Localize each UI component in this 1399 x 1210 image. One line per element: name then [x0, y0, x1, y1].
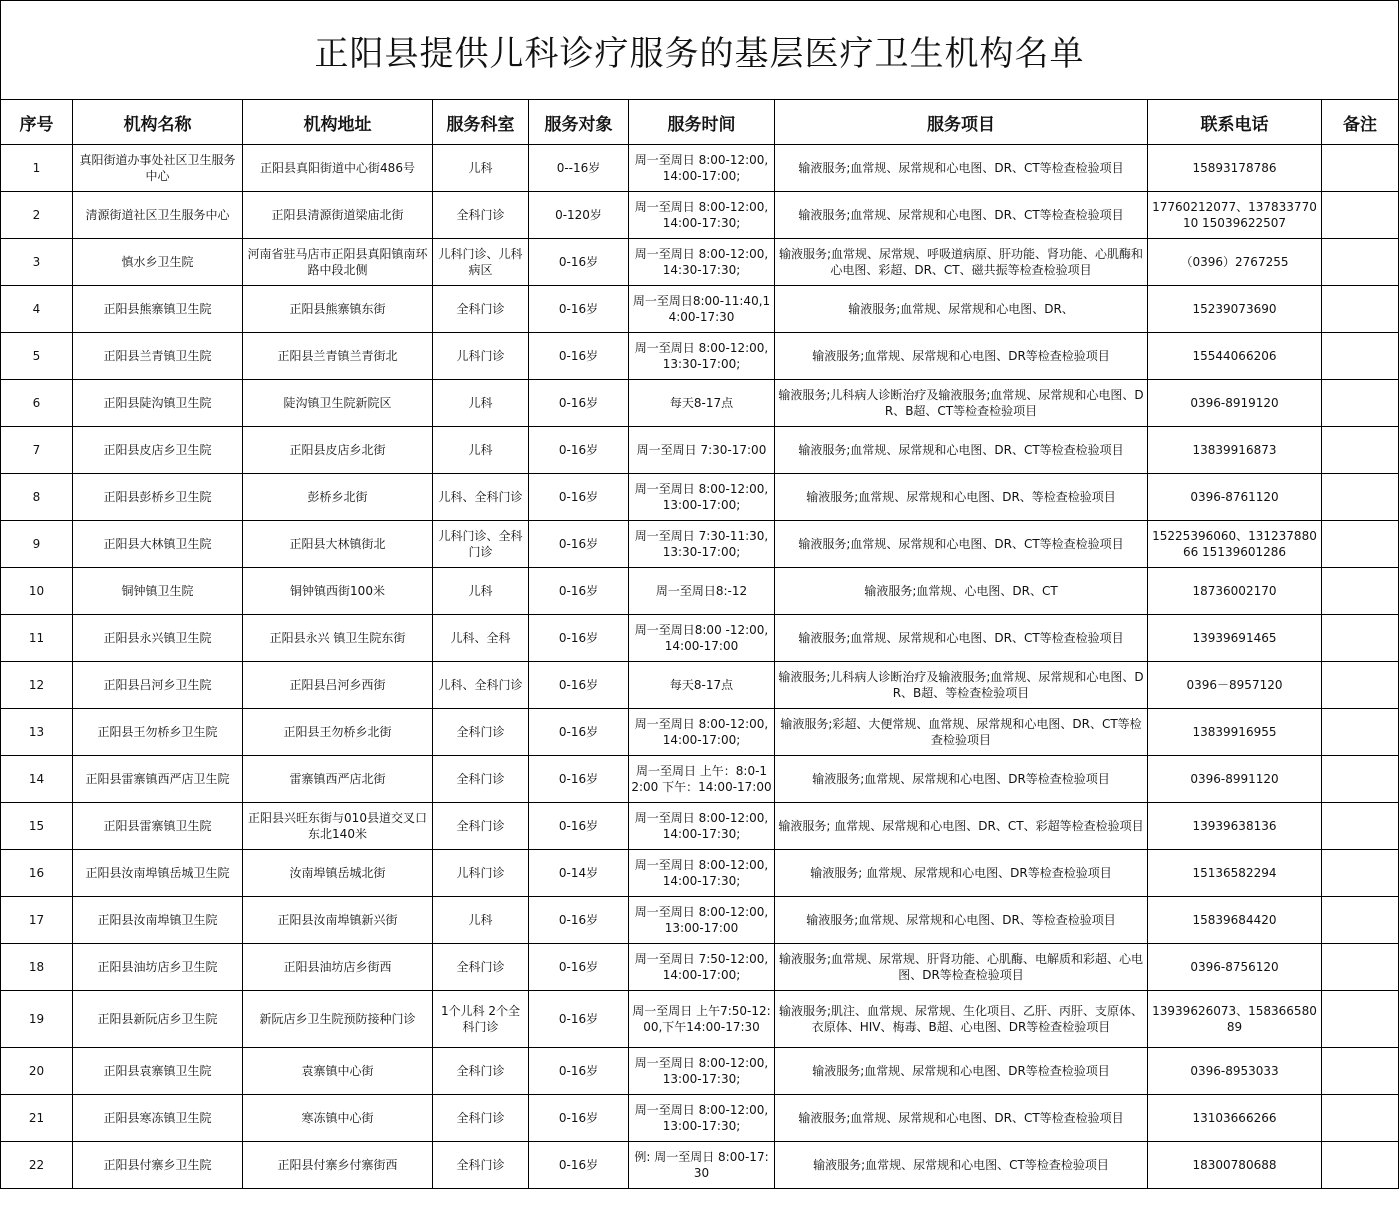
cell-phone: 13939638136: [1148, 803, 1322, 850]
cell-department: 1个儿科 2个全科门诊: [433, 991, 529, 1048]
cell-items: 输液服务;血常规、尿常规和心电图、DR等检查检验项目: [775, 756, 1148, 803]
cell-department: 儿科: [433, 145, 529, 192]
cell-address: 新阮店乡卫生院预防接种门诊: [243, 991, 433, 1048]
table-row: [1, 1048, 1399, 1095]
cell-time: 周一至周日 8:00-12:00,14:30-17:30;: [629, 239, 775, 286]
cell-no: 5: [1, 333, 73, 380]
cell-note: [1322, 427, 1399, 474]
cell-phone: 0396-8756120: [1148, 944, 1322, 991]
cell-note: [1322, 803, 1399, 850]
cell-name: 正阳县兰青镇卫生院: [73, 333, 243, 380]
cell-no: 13: [1, 709, 73, 756]
cell-name: 正阳县汝南埠镇卫生院: [73, 897, 243, 944]
cell-address: 正阳县付寨乡付寨街西: [243, 1142, 433, 1189]
cell-phone: 15544066206: [1148, 333, 1322, 380]
cell-target: 0--16岁: [529, 145, 629, 192]
cell-items: 输液服务;血常规、尿常规和心电图、DR、CT等检查检验项目: [775, 615, 1148, 662]
cell-name: 正阳县新阮店乡卫生院: [73, 991, 243, 1048]
table-row: [1, 1095, 1399, 1142]
cell-address: 雷寨镇西严店北街: [243, 756, 433, 803]
cell-name: 正阳县油坊店乡卫生院: [73, 944, 243, 991]
cell-name: 正阳县雷寨镇卫生院: [73, 803, 243, 850]
cell-department: 儿科: [433, 380, 529, 427]
cell-department: 全科门诊: [433, 286, 529, 333]
cell-department: 儿科门诊、儿科病区: [433, 239, 529, 286]
header-phone: 联系电话: [1148, 100, 1322, 145]
cell-time: 周一至周日8:00 -12:00,14:00-17:00: [629, 615, 775, 662]
cell-target: 0-16岁: [529, 427, 629, 474]
cell-department: 全科门诊: [433, 709, 529, 756]
cell-note: [1322, 944, 1399, 991]
cell-no: 18: [1, 944, 73, 991]
cell-name: 正阳县雷寨镇西严店卫生院: [73, 756, 243, 803]
cell-name: 清源街道社区卫生服务中心: [73, 192, 243, 239]
header-items: 服务项目: [775, 100, 1148, 145]
cell-time: 周一至周日 8:00-12:00,14:00-17:30;: [629, 192, 775, 239]
cell-phone: 0396－8957120: [1148, 662, 1322, 709]
cell-phone: 13839916873: [1148, 427, 1322, 474]
cell-department: 全科门诊: [433, 756, 529, 803]
cell-target: 0-16岁: [529, 521, 629, 568]
cell-name: 正阳县皮店乡卫生院: [73, 427, 243, 474]
cell-name: 正阳县汝南埠镇岳城卫生院: [73, 850, 243, 897]
cell-phone: 18300780688: [1148, 1142, 1322, 1189]
cell-department: 全科门诊: [433, 1048, 529, 1095]
table-row: [1, 380, 1399, 427]
cell-name: 真阳街道办事处社区卫生服务中心: [73, 145, 243, 192]
table-row: [1, 803, 1399, 850]
table-row: [1, 474, 1399, 521]
table-row: [1, 944, 1399, 991]
cell-name: 正阳县陡沟镇卫生院: [73, 380, 243, 427]
cell-target: 0-16岁: [529, 568, 629, 615]
cell-items: 输液服务;彩超、大便常规、血常规、尿常规和心电图、DR、CT等检查检验项目: [775, 709, 1148, 756]
cell-note: [1322, 521, 1399, 568]
cell-no: 19: [1, 991, 73, 1048]
cell-items: 输液服务;肌注、血常规、尿常规、生化项目、乙肝、丙肝、支原体、衣原体、HIV、梅毒、B超、心电图、DR等检查检验项目: [775, 991, 1148, 1048]
cell-name: 铜钟镇卫生院: [73, 568, 243, 615]
cell-address: 正阳县兴旺东街与010县道交叉口东北140米: [243, 803, 433, 850]
cell-items: 输液服务;血常规、尿常规和心电图、DR等检查检验项目: [775, 333, 1148, 380]
cell-time: 周一至周日 8:00-12:00,13:00-17:30;: [629, 1095, 775, 1142]
cell-items: 输液服务;血常规、心电图、DR、CT: [775, 568, 1148, 615]
cell-target: 0-16岁: [529, 662, 629, 709]
cell-items: 输液服务;儿科病人诊断治疗及输液服务;血常规、尿常规和心电图、DR、B超、CT等检查检验项目: [775, 380, 1148, 427]
cell-address: 正阳县吕河乡西街: [243, 662, 433, 709]
cell-note: [1322, 850, 1399, 897]
cell-address: 彭桥乡北街: [243, 474, 433, 521]
cell-time: 周一至周日 7:30-17:00: [629, 427, 775, 474]
cell-phone: 0396-8919120: [1148, 380, 1322, 427]
cell-address: 正阳县清源街道梁庙北街: [243, 192, 433, 239]
cell-no: 20: [1, 1048, 73, 1095]
cell-name: 正阳县付寨乡卫生院: [73, 1142, 243, 1189]
table-row: [1, 615, 1399, 662]
header-time: 服务时间: [629, 100, 775, 145]
cell-note: [1322, 380, 1399, 427]
header-name: 机构名称: [73, 100, 243, 145]
table-row: [1, 897, 1399, 944]
cell-no: 6: [1, 380, 73, 427]
cell-phone: 13939626073、15836658089: [1148, 991, 1322, 1048]
cell-time: 周一至周日 8:00-12:00,13:00-17:00: [629, 897, 775, 944]
cell-time: 周一至周日 上午：8:0-12:00 下午：14:00-17:00: [629, 756, 775, 803]
cell-address: 正阳县汝南埠镇新兴街: [243, 897, 433, 944]
cell-time: 每天8-17点: [629, 662, 775, 709]
cell-phone: 15225396060、13123788066 15139601286: [1148, 521, 1322, 568]
cell-time: 周一至周日 7:30-11:30,13:30-17:00;: [629, 521, 775, 568]
cell-address: 铜钟镇西街100米: [243, 568, 433, 615]
cell-items: 输液服务;血常规、尿常规和心电图、DR、CT等检查检验项目: [775, 145, 1148, 192]
cell-target: 0-120岁: [529, 192, 629, 239]
cell-target: 0-16岁: [529, 615, 629, 662]
cell-target: 0-16岁: [529, 380, 629, 427]
cell-name: 正阳县熊寨镇卫生院: [73, 286, 243, 333]
cell-note: [1322, 1095, 1399, 1142]
cell-no: 7: [1, 427, 73, 474]
table-row: [1, 662, 1399, 709]
cell-time: 周一至周日 7:50-12:00,14:00-17:00;: [629, 944, 775, 991]
cell-department: 儿科、全科: [433, 615, 529, 662]
header-row: [1, 100, 1399, 145]
cell-department: 全科门诊: [433, 1095, 529, 1142]
cell-time: 周一至周日8:-12: [629, 568, 775, 615]
cell-name: 正阳县永兴镇卫生院: [73, 615, 243, 662]
cell-phone: 13839916955: [1148, 709, 1322, 756]
cell-items: 输液服务;血常规、尿常规、肝肾功能、心肌酶、电解质和彩超、心电图、DR等检查检验项目: [775, 944, 1148, 991]
cell-items: 输液服务;血常规、尿常规和心电图、CT等检查检验项目: [775, 1142, 1148, 1189]
cell-address: 正阳县熊寨镇东街: [243, 286, 433, 333]
cell-note: [1322, 662, 1399, 709]
cell-no: 14: [1, 756, 73, 803]
cell-no: 10: [1, 568, 73, 615]
cell-note: [1322, 709, 1399, 756]
cell-items: 输液服务;血常规、尿常规和心电图、DR、CT等检查检验项目: [775, 192, 1148, 239]
cell-target: 0-16岁: [529, 709, 629, 756]
cell-note: [1322, 192, 1399, 239]
cell-address: 寒冻镇中心街: [243, 1095, 433, 1142]
table-row: [1, 521, 1399, 568]
cell-no: 15: [1, 803, 73, 850]
cell-note: [1322, 615, 1399, 662]
cell-address: 正阳县真阳街道中心街486号: [243, 145, 433, 192]
cell-items: 输液服务;血常规、尿常规和心电图、DR、CT等检查检验项目: [775, 1095, 1148, 1142]
table-row: [1, 1142, 1399, 1189]
cell-phone: 13939691465: [1148, 615, 1322, 662]
cell-address: 河南省驻马店市正阳县真阳镇南环路中段北侧: [243, 239, 433, 286]
table-row: [1, 333, 1399, 380]
cell-department: 儿科: [433, 427, 529, 474]
table-row: [1, 568, 1399, 615]
cell-time: 周一至周日 上午7:50-12:00,下午14:00-17:30: [629, 991, 775, 1048]
cell-department: 全科门诊: [433, 803, 529, 850]
cell-no: 11: [1, 615, 73, 662]
cell-items: 输液服务;血常规、尿常规和心电图、DR、: [775, 286, 1148, 333]
cell-note: [1322, 1048, 1399, 1095]
cell-phone: 0396-8953033: [1148, 1048, 1322, 1095]
cell-items: 输液服务; 血常规、尿常规和心电图、DR等检查检验项目: [775, 850, 1148, 897]
cell-note: [1322, 568, 1399, 615]
cell-note: [1322, 756, 1399, 803]
cell-phone: 17760212077、13783377010 15039622507: [1148, 192, 1322, 239]
header-address: 机构地址: [243, 100, 433, 145]
cell-name: 正阳县吕河乡卫生院: [73, 662, 243, 709]
cell-address: 陡沟镇卫生院新院区: [243, 380, 433, 427]
cell-time: 周一至周日 8:00-12:00,14:00-17:30;: [629, 850, 775, 897]
cell-phone: 15893178786: [1148, 145, 1322, 192]
cell-no: 1: [1, 145, 73, 192]
cell-note: [1322, 286, 1399, 333]
cell-address: 正阳县皮店乡北街: [243, 427, 433, 474]
cell-no: 17: [1, 897, 73, 944]
cell-items: 输液服务;血常规、尿常规和心电图、DR、等检查检验项目: [775, 474, 1148, 521]
table-row: [1, 756, 1399, 803]
cell-address: 袁寨镇中心街: [243, 1048, 433, 1095]
cell-department: 儿科门诊、全科门诊: [433, 521, 529, 568]
cell-note: [1322, 145, 1399, 192]
cell-target: 0-16岁: [529, 1142, 629, 1189]
table-row: [1, 145, 1399, 192]
cell-items: 输液服务;血常规、尿常规和心电图、DR、CT等检查检验项目: [775, 427, 1148, 474]
cell-note: [1322, 991, 1399, 1048]
table-body: [1, 145, 1399, 1189]
cell-phone: （0396）2767255: [1148, 239, 1322, 286]
cell-note: [1322, 333, 1399, 380]
cell-target: 0-16岁: [529, 474, 629, 521]
cell-items: 输液服务;儿科病人诊断治疗及输液服务;血常规、尿常规和心电图、DR、B超、等检查检验项目: [775, 662, 1148, 709]
cell-target: 0-14岁: [529, 850, 629, 897]
cell-department: 儿科: [433, 897, 529, 944]
header-department: 服务科室: [433, 100, 529, 145]
cell-target: 0-16岁: [529, 1095, 629, 1142]
cell-no: 12: [1, 662, 73, 709]
cell-items: 输液服务;血常规、尿常规和心电图、DR、CT等检查检验项目: [775, 521, 1148, 568]
cell-department: 儿科: [433, 568, 529, 615]
cell-time: 周一至周日8:00-11:40,14:00-17:30: [629, 286, 775, 333]
table-row: [1, 709, 1399, 756]
cell-time: 周一至周日 8:00-12:00,13:00-17:30;: [629, 1048, 775, 1095]
cell-department: 儿科门诊: [433, 850, 529, 897]
cell-no: 22: [1, 1142, 73, 1189]
cell-address: 正阳县大林镇街北: [243, 521, 433, 568]
cell-items: 输液服务; 血常规、尿常规和心电图、DR、CT、彩超等检查检验项目: [775, 803, 1148, 850]
table-row: [1, 991, 1399, 1048]
header-target: 服务对象: [529, 100, 629, 145]
cell-name: 正阳县彭桥乡卫生院: [73, 474, 243, 521]
cell-time: 每天8-17点: [629, 380, 775, 427]
table-row: [1, 192, 1399, 239]
cell-address: 正阳县永兴 镇卫生院东街: [243, 615, 433, 662]
cell-department: 儿科门诊: [433, 333, 529, 380]
table-row: [1, 427, 1399, 474]
cell-note: [1322, 897, 1399, 944]
cell-target: 0-16岁: [529, 756, 629, 803]
cell-no: 3: [1, 239, 73, 286]
cell-target: 0-16岁: [529, 239, 629, 286]
cell-department: 儿科、全科门诊: [433, 474, 529, 521]
cell-time: 周一至周日 8:00-12:00,13:00-17:00;: [629, 474, 775, 521]
cell-items: 输液服务;血常规、尿常规和心电图、DR、等检查检验项目: [775, 897, 1148, 944]
cell-department: 全科门诊: [433, 192, 529, 239]
cell-phone: 0396-8991120: [1148, 756, 1322, 803]
cell-no: 16: [1, 850, 73, 897]
cell-name: 正阳县王勿桥乡卫生院: [73, 709, 243, 756]
cell-address: 正阳县油坊店乡街西: [243, 944, 433, 991]
cell-time: 周一至周日 8:00-12:00,13:30-17:00;: [629, 333, 775, 380]
cell-phone: 15239073690: [1148, 286, 1322, 333]
cell-name: 正阳县袁寨镇卫生院: [73, 1048, 243, 1095]
cell-target: 0-16岁: [529, 1048, 629, 1095]
cell-phone: 0396-8761120: [1148, 474, 1322, 521]
cell-note: [1322, 1142, 1399, 1189]
cell-no: 2: [1, 192, 73, 239]
header-no: 序号: [1, 100, 73, 145]
cell-target: 0-16岁: [529, 286, 629, 333]
cell-address: 正阳县王勿桥乡北街: [243, 709, 433, 756]
table-row: [1, 239, 1399, 286]
cell-department: 儿科、全科门诊: [433, 662, 529, 709]
cell-time: 例: 周一至周日 8:00-17:30: [629, 1142, 775, 1189]
cell-target: 0-16岁: [529, 333, 629, 380]
cell-time: 周一至周日 8:00-12:00,14:00-17:00;: [629, 145, 775, 192]
table-row: [1, 286, 1399, 333]
cell-target: 0-16岁: [529, 991, 629, 1048]
header-note: 备注: [1322, 100, 1399, 145]
cell-phone: 18736002170: [1148, 568, 1322, 615]
cell-phone: 13103666266: [1148, 1095, 1322, 1142]
cell-target: 0-16岁: [529, 897, 629, 944]
cell-phone: 15839684420: [1148, 897, 1322, 944]
cell-name: 正阳县寒冻镇卫生院: [73, 1095, 243, 1142]
cell-no: 4: [1, 286, 73, 333]
cell-no: 8: [1, 474, 73, 521]
page-title: 正阳县提供儿科诊疗服务的基层医疗卫生机构名单: [1, 1, 1399, 100]
cell-address: 正阳县兰青镇兰青街北: [243, 333, 433, 380]
table-row: [1, 850, 1399, 897]
cell-target: 0-16岁: [529, 944, 629, 991]
cell-no: 9: [1, 521, 73, 568]
cell-address: 汝南埠镇岳城北街: [243, 850, 433, 897]
cell-phone: 15136582294: [1148, 850, 1322, 897]
cell-items: 输液服务;血常规、尿常规、呼吸道病原、肝功能、肾功能、心肌酶和心电图、彩超、DR、CT、磁共振等检查检验项目: [775, 239, 1148, 286]
cell-target: 0-16岁: [529, 803, 629, 850]
cell-name: 正阳县大林镇卫生院: [73, 521, 243, 568]
cell-name: 慎水乡卫生院: [73, 239, 243, 286]
cell-note: [1322, 474, 1399, 521]
cell-time: 周一至周日 8:00-12:00,14:00-17:30;: [629, 803, 775, 850]
cell-no: 21: [1, 1095, 73, 1142]
cell-time: 周一至周日 8:00-12:00,14:00-17:00;: [629, 709, 775, 756]
cell-note: [1322, 239, 1399, 286]
cell-department: 全科门诊: [433, 1142, 529, 1189]
cell-department: 全科门诊: [433, 944, 529, 991]
cell-items: 输液服务;血常规、尿常规和心电图、DR等检查检验项目: [775, 1048, 1148, 1095]
